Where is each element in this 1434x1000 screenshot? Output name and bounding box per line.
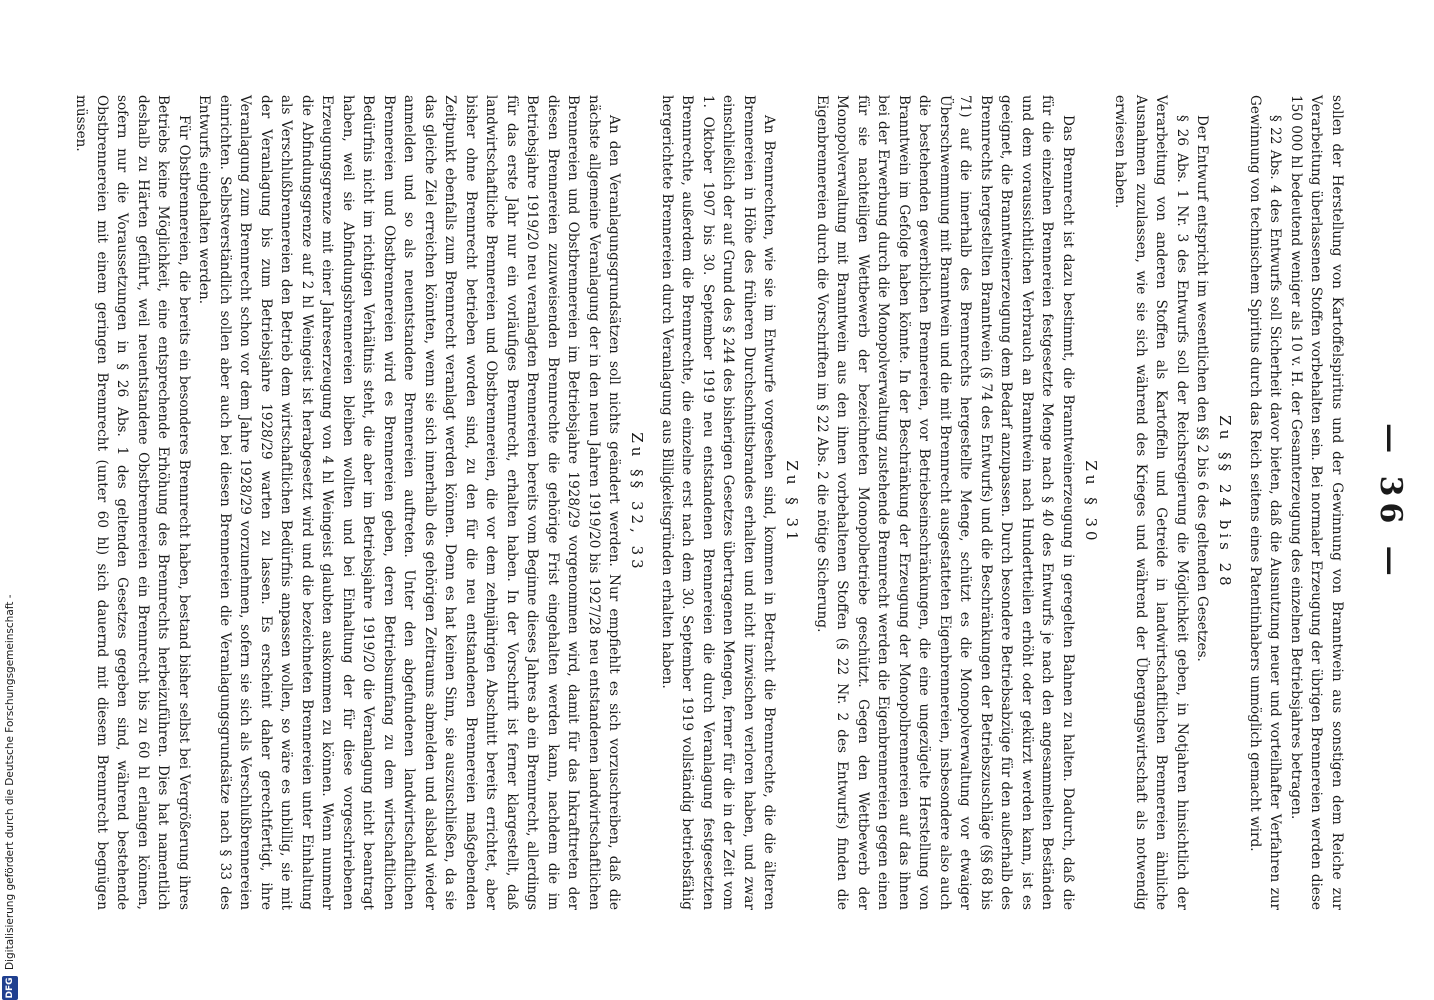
footer	[0, 0, 24, 1000]
section-heading: Zu §§ 32, 33	[628, 432, 647, 573]
section-heading: Zu §§ 24 bis 28	[1216, 415, 1235, 590]
paragraph: § 22 Abs. 4 des Entwurfs soll Sicherheit davor bieten, daß die Ausnutzung neuer und vorteilhafter Verfahren zur Gewinnung von technischem Spiritus durch das Reich seitens eines Patentinhabers unmöglich gemacht wird.	[1247, 95, 1284, 910]
page-number: — 36 —	[1373, 423, 1408, 582]
paragraph: Für Obstbrennereien, die bereits ein besonderes Brennrecht haben, bestand bisher selbst bei Vergrößerung ihres Betriebs keine Möglichkeit, eine entsprechende Erhöhung des Brennrechts herbeizuführen. Dies hat namentlich deshalb zu Härten geführt, weil neuentstandene Obstbrennereien ein Brennrecht bis zu 60 hl erlangen können, sofern nur die Voraussetzungen in § 26 Abs. 1 des geltenden Gesetzes gegeben sind, während bestehende Obstbrennereien mit einem geringen Brennrecht (unter 60 hl) sich dauernd mit diesem Brennrecht begnügen müssen.	[73, 95, 192, 910]
paragraph: § 26 Abs. 1 Nr. 3 des Entwurfs soll der Reichsregierung die Möglichkeit geben, in Notjahren hinsichtlich der Verarbeitung von anderen Stoffen als Kartoffeln und Getreide in landwirtschaftlichen Brennereien ähnliche Ausnahmen zuzulassen, wie sie sich während des Krieges und während der Übergangswirtschaft als notwendig erwiesen haben.	[1112, 95, 1190, 910]
dfg-logo-icon: DFG	[2, 976, 18, 1000]
digitization-credit	[2, 594, 18, 1000]
paragraph: Der Entwurf entspricht im wesentlichen den §§ 2 bis 6 des geltenden Gesetzes.	[1194, 115, 1211, 662]
paragraph: Das Brennrecht ist dazu bestimmt, die Branntweinerzeugung in geregelten Bahnen zu halten. Dadurch, daß die für die einzelnen Brennereien festgesetzte Menge nach § 40 des Entwurfs je nach den angesammelten Beständen und dem voraussichtlichen Verbrauch an Branntwein nach Hundertteilen erhöht oder gekürzt werden kann, ist es geeignet, die Branntweinerzeugung dem Bedarf anzupassen. Durch besondere Betriebsabzüge für den außerhalb des Brennrechts hergestellten Branntwein (§ 74 des Entwurfs) und die Beschränkungen der Betriebszuschläge (§§ 68 bis 71) auf die innerhalb des Brennrechts hergestellte Menge, schützt es die Monopolverwaltung vor etwaiger Überschwemmung mit Branntwein und die mit Brennrecht ausgestatteten Eigenbrennereien, insbesondere also auch die bestehenden gewerblichen Brennereien, vor Betriebseinschränkungen, die eine ungezügelte Herstellung von Branntwein im Gefolge haben könnte. In der Beschränkung der Erzeugung der Monopolbrennereien auf das ihnen bei der Erwerbung durch die Monopolverwaltung zustehende Brennrecht werden die Eigenbrennereien gegen einen für sie nachteiligen Wettbewerb der bezeichneten Monopolbetriebe geschützt. Gegen den Wettbewerb der Monopolverwaltung mit Branntwein aus den ihnen vorbehaltenen Stoffen (§ 22 Nr. 2 des Entwurfs) finden die Eigenbrennereien durch die Vorschriften im § 22 Abs. 2 die nötige Sicherung.	[814, 95, 1076, 910]
paragraph: An Brennrechten, wie sie im Entwurfe vorgesehen sind, kommen in Betracht die Brennrechte, die die älteren Brennereien in Höhe des früheren Durchschnittsbrandes erhalten und nicht inzwischen verloren haben, und zwar einschließlich der auf Grund des § 244 des bisherigen Gesetzes übertragenen Mengen, ferner für die in der Zeit vom 1. Oktober 1907 bis 30. September 1919 neu entstandenen Brennereien die durch Veranlagung festgesetzten Brennrechte, außerdem die Brennrechte, die einzelne erst nach dem 30. September 1919 vollständig betriebsfähig hergerichtete Brennereien durch Veranlagung aus Billigkeitsgründen erhalten haben.	[659, 95, 778, 910]
section-heading: Zu § 30	[1082, 460, 1100, 545]
paragraph: An den Veranlagungsgrundsätzen soll nichts geändert werden. Nur empfiehlt es sich vorzuschreiben, daß die nächste allgemeine Veranlagung der in den neun Jahren 1919/20 bis 1927/28 neu entstandenen landwirtschaftlichen Brennereien und Obstbrennereien im Betriebsjahre 1928/29 vorgenommen wird, damit für das Inkrafttreten der diesen Brennereien zuzuweisenden Brennrechte die gehörige Frist eingehalten werden kann, nachdem die im Betriebsjahre 1919/20 neu veranlagten Brennereien bereits vom Beginne dieses Jahres ab ein Brennrecht, allerdings für das erste Jahr nur ein vorläufiges Brennrecht, erhalten haben. In der Vorschrift ist ferner klargestellt, daß landwirtschaftliche Brennereien und Obstbrennereien, die vor dem zehnjährigen Abschnitt bereits errichtet, aber bisher ohne Brennrecht betrieben worden sind, zu den für die neu entstandenen Brennereien maßgebenden Zeitpunkt ebenfalls zum Brennrecht veranlagt werden können. Denn es hat keinen Sinn, sie auszuschließen, da sie das gleiche Ziel erreichen könnten, wenn sie sich innerhalb des gehörigen Zeitraums abmelden und alsbald wieder anmelden und so als neuentstandene Brennereien auftreten. Unter den abgefundenen landwirtschaftlichen Brennereien und Obstbrennereien wird es Brennereien geben, deren Betriebsumfang zu dem wirtschaftlichen Bedürfnis nicht im richtigen Verhältnis steht, die aber im Betriebsjahre 1919/20 die Veranlagung nicht beantragt haben, weil sie Abfindungsbrennereien bleiben wollten und bei Einhaltung der für diese vorgeschriebenen Erzeugungsgrenze mit einer Jahreserzeugung von 4 hl Weingeist glaubten auskommen zu können. Wenn nunmehr die Abfindungsgrenze auf 2 hl Weingeist ist herabgesetzt wird und die bezeichneten Brennereien unter Einhaltung als Verschlußbrennereien den Betrieb dem wirtschaftlichen Bedürfnis anpassen wollen, so wäre es unbillig, sie mit der Veranlagung bis zum Betriebsjahre 1928/29 warten zu lassen. Es erscheint daher gerechtfertigt, ihre Veranlagung zum Brennrecht schon vor dem Jahre 1928/29 vorzunehmen, sofern sie sich als Verschlußbrennereien einrichten. Selbstverständlich sollen aber auch bei diesen Brennereien die Veranlagungsgrundsätze nach § 33 des Entwurfs eingehalten werden.	[196, 95, 623, 910]
section-heading: Zu § 31	[783, 460, 802, 545]
document-body	[71, 95, 1408, 910]
credit-text: Digitalisierung gefördert durch die Deutsche Forschungsgemeinschaft -	[4, 594, 16, 970]
paragraph: sollen der Herstellung von Kartoffelspiritus und der Gewinnung von Branntwein aus sonstigen dem Reiche zur Verarbeitung überlassenen Stoffen vorbehalten sein. Bei normaler Erzeugung der übrigen Brennereien werden diese 150 000 hl bedeutend weniger als 10 v. H. der Gesamterzeugung des einzelnen Betriebsjahres betragen.	[1288, 95, 1345, 910]
